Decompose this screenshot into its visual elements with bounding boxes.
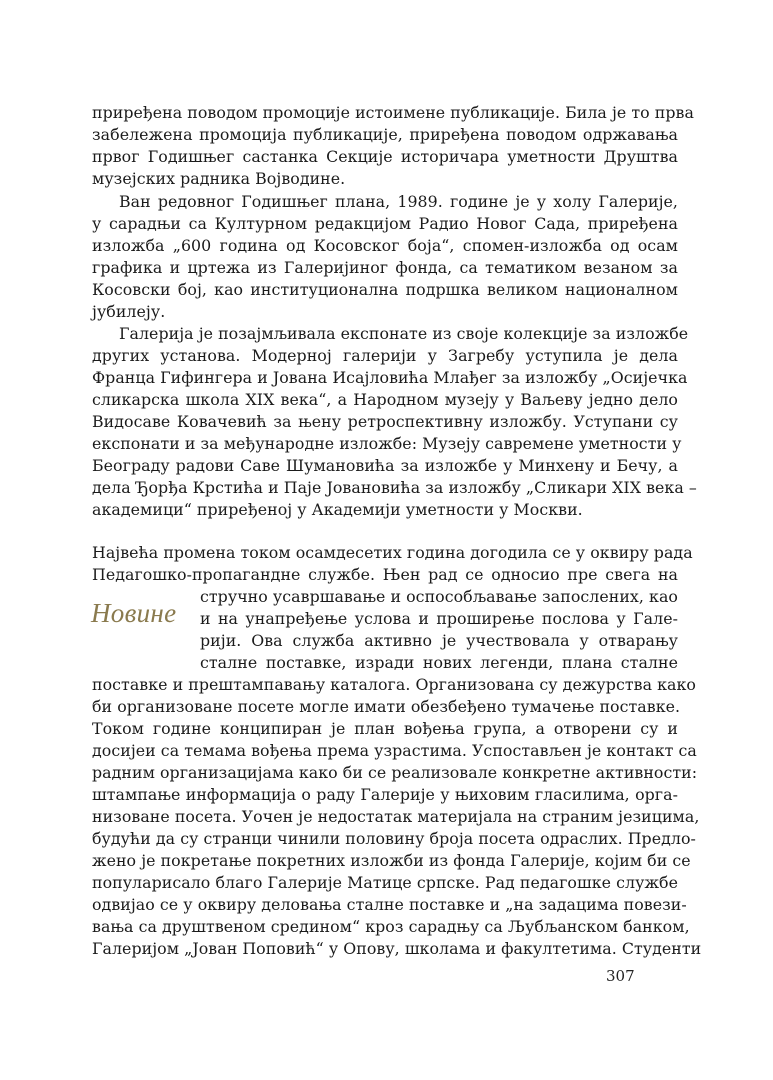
section-title: Новине <box>91 598 177 628</box>
paragraph-line: изложба „600 година од Косовског боја“, спомен-изложба од осам <box>92 236 678 255</box>
paragraph-line: Београду радови Саве Шумановића за изложбе у Минхену и Бечу, а <box>92 456 678 475</box>
paragraph-line: радним организацијама како би се реализовале конкретне активности: <box>92 763 698 782</box>
paragraph-line: првог Годишњег састанка Секције историчара уметности Друштва <box>92 147 678 166</box>
paragraph-line: јубилеју. <box>92 302 166 321</box>
paragraph-line: и на унапређење услова и проширење послова у Гале- <box>200 609 678 628</box>
paragraph-line: сталне поставке, изради нових легенди, плана сталне <box>200 653 678 672</box>
paragraph-line: других установа. Модерној галерији у Загребу уступила је дела <box>92 346 678 365</box>
paragraph-line: Ван редовног Годишњег плана, 1989. године је у холу Галерије, <box>119 192 678 211</box>
paragraph-line: забележена промоција публикације, приређена поводом одржавања <box>92 125 678 144</box>
paragraph-line: експонати и за међународне изложбе: Музеју савремене уметности у <box>92 434 682 453</box>
paragraph-line: вања са друштвеном средином“ кроз сарадњу са Љубљанском банком, <box>92 917 690 936</box>
page-number: 307 <box>606 967 635 985</box>
paragraph-line: Највећа промена током осамдесетих година догодила се у оквиру рада <box>92 543 693 562</box>
paragraph-line: графика и цртежа из Галеријиног фонда, са тематиком везаном за <box>92 258 678 277</box>
paragraph-line: дела Ђорђа Крстића и Паје Јовановића за изложбу „Сликари XIX века – <box>92 478 697 497</box>
paragraph-line: поставке и прештампавању каталога. Организована су дежурства како <box>92 675 696 694</box>
paragraph-line: стручно усавршавање и оспособљавање запослених, као <box>200 587 678 606</box>
paragraph-line: Косовски бој, као институционална подршка великом националном <box>92 280 678 299</box>
paragraph-line: Педагошко-пропагандне службе. Њен рад се односио пре свега на <box>92 565 678 584</box>
paragraph-line: Галеријом „Јован Поповић“ у Опову, школама и факултетима. Студенти <box>92 939 702 958</box>
paragraph-line: Током године конципиран је план вођења група, а отворени су и <box>92 719 678 738</box>
paragraph-line: музејских радника Војводине. <box>92 169 346 188</box>
paragraph-line: популарисало благо Галерије Матице српске. Рад педагошке службе <box>92 873 678 892</box>
paragraph-line: Галерија је позајмљивала експонате из своје колекције за изложбе <box>119 324 689 343</box>
paragraph-line: сликарска школа XIX века“, а Народном музеју у Ваљеву једно дело <box>92 390 678 409</box>
paragraph-line: академици“ приређеној у Академији уметности у Москви. <box>92 500 583 519</box>
paragraph-line: одвијао се у оквиру деловања сталне поставке и „на задацима повези- <box>92 895 687 914</box>
paragraph-line: би организоване посете могле имати обезбеђено тумачење поставке. <box>92 697 681 716</box>
paragraph-line: у сарадњи са Културном редакцијом Радио Новог Сада, приређена <box>92 214 678 233</box>
paragraph-line: рији. Ова служба активно је учествовала у отварању <box>200 631 678 650</box>
paragraph-line: Видосаве Ковачевић за њену ретроспективну изложбу. Уступани су <box>92 412 678 431</box>
paragraph-line: штампање информација о раду Галерије у њиховим гласилима, орга- <box>92 785 678 804</box>
paragraph-line: приређена поводом промоције истоимене публикације. Била је то прва <box>92 103 694 122</box>
paragraph-line: жено је покретање покретних изложби из фонда Галерије, којим би се <box>92 851 691 870</box>
paragraph-line: Франца Гифингера и Јована Исајловића Млађег за изложбу „Осијечка <box>92 368 688 387</box>
paragraph-line: досијеи са темама вођења према узрастима. Успостављен је контакт са <box>92 741 697 760</box>
paragraph-line: низоване посета. Уочен је недостатак материјала на страним језицима, <box>92 807 700 826</box>
paragraph-line: будући да су странци чинили половину броја посета одраслих. Предло- <box>92 829 696 848</box>
